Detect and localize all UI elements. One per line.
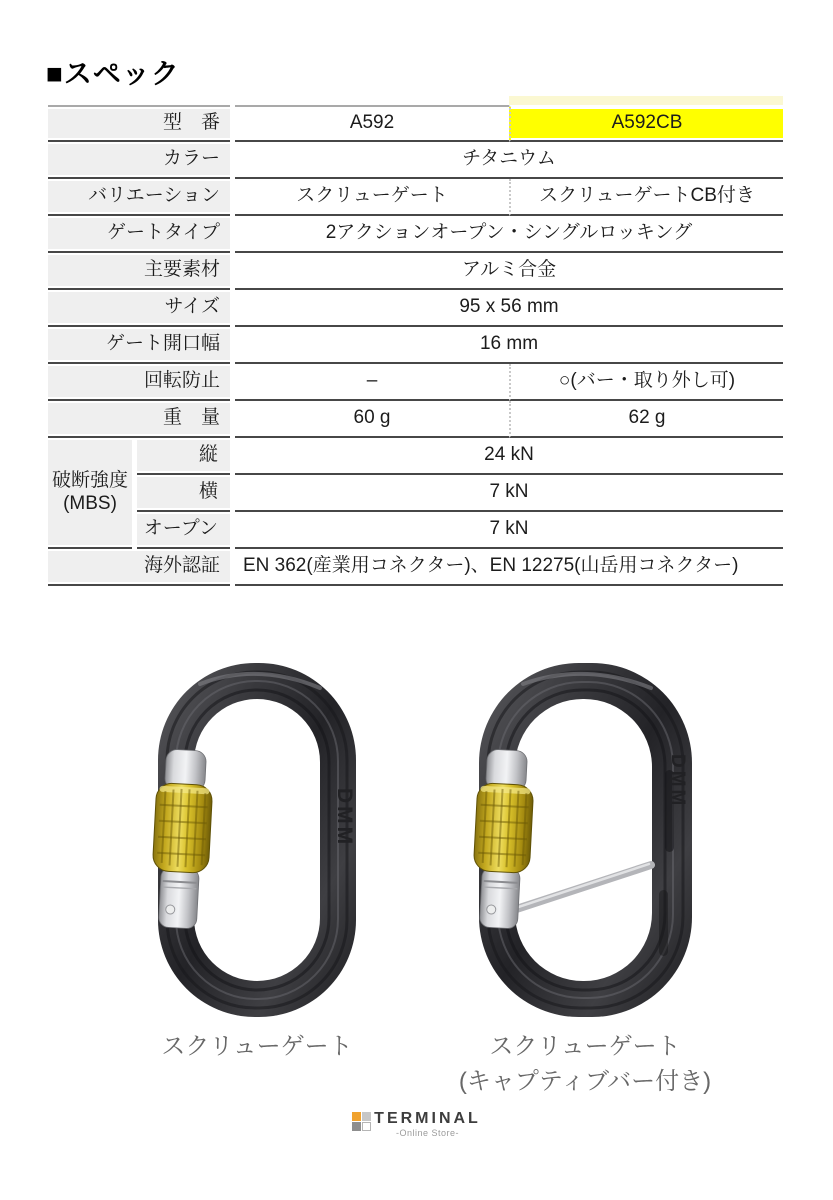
logo-squares-icon (352, 1112, 371, 1131)
row-variation-label: バリエーション (48, 179, 230, 216)
row-mbs-minor-label: 横 (137, 475, 230, 512)
row-gate-opening-label: ゲート開口幅 (48, 327, 230, 364)
dmm-brand-engraving: DMM (666, 754, 688, 809)
gate-lock-sleeve (152, 783, 213, 874)
row-model-label: 型 番 (48, 105, 230, 142)
row-anti-rotation-label: 回転防止 (48, 364, 230, 401)
figure-screw-gate-captive-bar (440, 658, 730, 1100)
row-mbs-open-value: 7 kN (235, 512, 783, 549)
caption-line1: スクリューゲート (489, 1033, 681, 1060)
gate-hinge-rivet (486, 905, 495, 914)
row-mbs-major-label: 縦 (137, 438, 230, 475)
row-material-value: アルミ合金 (235, 253, 783, 290)
carabiner-captive-bar-image (473, 658, 698, 1022)
row-certification-label: 海外認証 (48, 549, 230, 586)
row-color-label: カラー (48, 142, 230, 179)
highlight-strip (509, 96, 783, 105)
row-mbs-group-label (48, 438, 132, 549)
row-anti-rotation-value-b: ○(バー・取り外し可) (509, 364, 783, 401)
row-size-label: サイズ (48, 290, 230, 327)
spec-table (48, 105, 783, 586)
row-anti-rotation-value-a: – (235, 364, 509, 401)
carabiner-screw-gate-image (152, 658, 362, 1022)
row-mbs-minor-value: 7 kN (235, 475, 783, 512)
mbs-label-line2: (MBS) (63, 492, 117, 514)
row-weight-value-b: 62 g (509, 401, 783, 438)
row-weight-label: 重 量 (48, 401, 230, 438)
footer (0, 1110, 833, 1138)
row-gate-type-value: 2アクションオープン・シングルロッキング (235, 216, 783, 253)
mbs-label-line1: 破断強度 (51, 469, 128, 491)
caption-line2: (キャプティブバー付き) (458, 1067, 712, 1095)
spine-groove-slot (659, 890, 668, 956)
row-model-value-a: A592 (235, 105, 509, 142)
store-brand-name: TERMINAL (374, 1110, 481, 1127)
row-gate-opening-value: 16 mm (235, 327, 783, 364)
gate-lock-sleeve (473, 783, 534, 874)
row-variation-value-b: スクリューゲートCB付き (509, 179, 783, 216)
store-tagline: -Online Store- (395, 1127, 460, 1138)
row-weight-value-a: 60 g (235, 401, 509, 438)
row-mbs-open-label: オープン (137, 512, 230, 549)
gate-lower-barrel (479, 867, 520, 929)
row-size-value: 95 x 56 mm (235, 290, 783, 327)
row-gate-type-label: ゲートタイプ (48, 216, 230, 253)
row-variation-value-a: スクリューゲート (235, 179, 509, 216)
row-material-label: 主要素材 (48, 253, 230, 290)
page-title: ■スペック (46, 58, 180, 89)
figure-screw-gate (142, 658, 372, 1065)
gate-lower-barrel (158, 867, 199, 929)
gate-hinge-rivet (166, 905, 175, 914)
row-certification-value: EN 362(産業用コネクター)、EN 12275(山岳用コネクター) (235, 549, 783, 586)
caption-screw-gate-captive-bar (459, 1030, 711, 1100)
row-mbs-major-value: 24 kN (235, 438, 783, 475)
caption-screw-gate: スクリューゲート (161, 1033, 353, 1060)
terminal-store-logo (352, 1110, 481, 1138)
dmm-brand-engraving: DMM (333, 788, 356, 848)
row-color-value: チタニウム (235, 142, 783, 179)
row-model-value-b-highlighted: A592CB (509, 105, 783, 142)
